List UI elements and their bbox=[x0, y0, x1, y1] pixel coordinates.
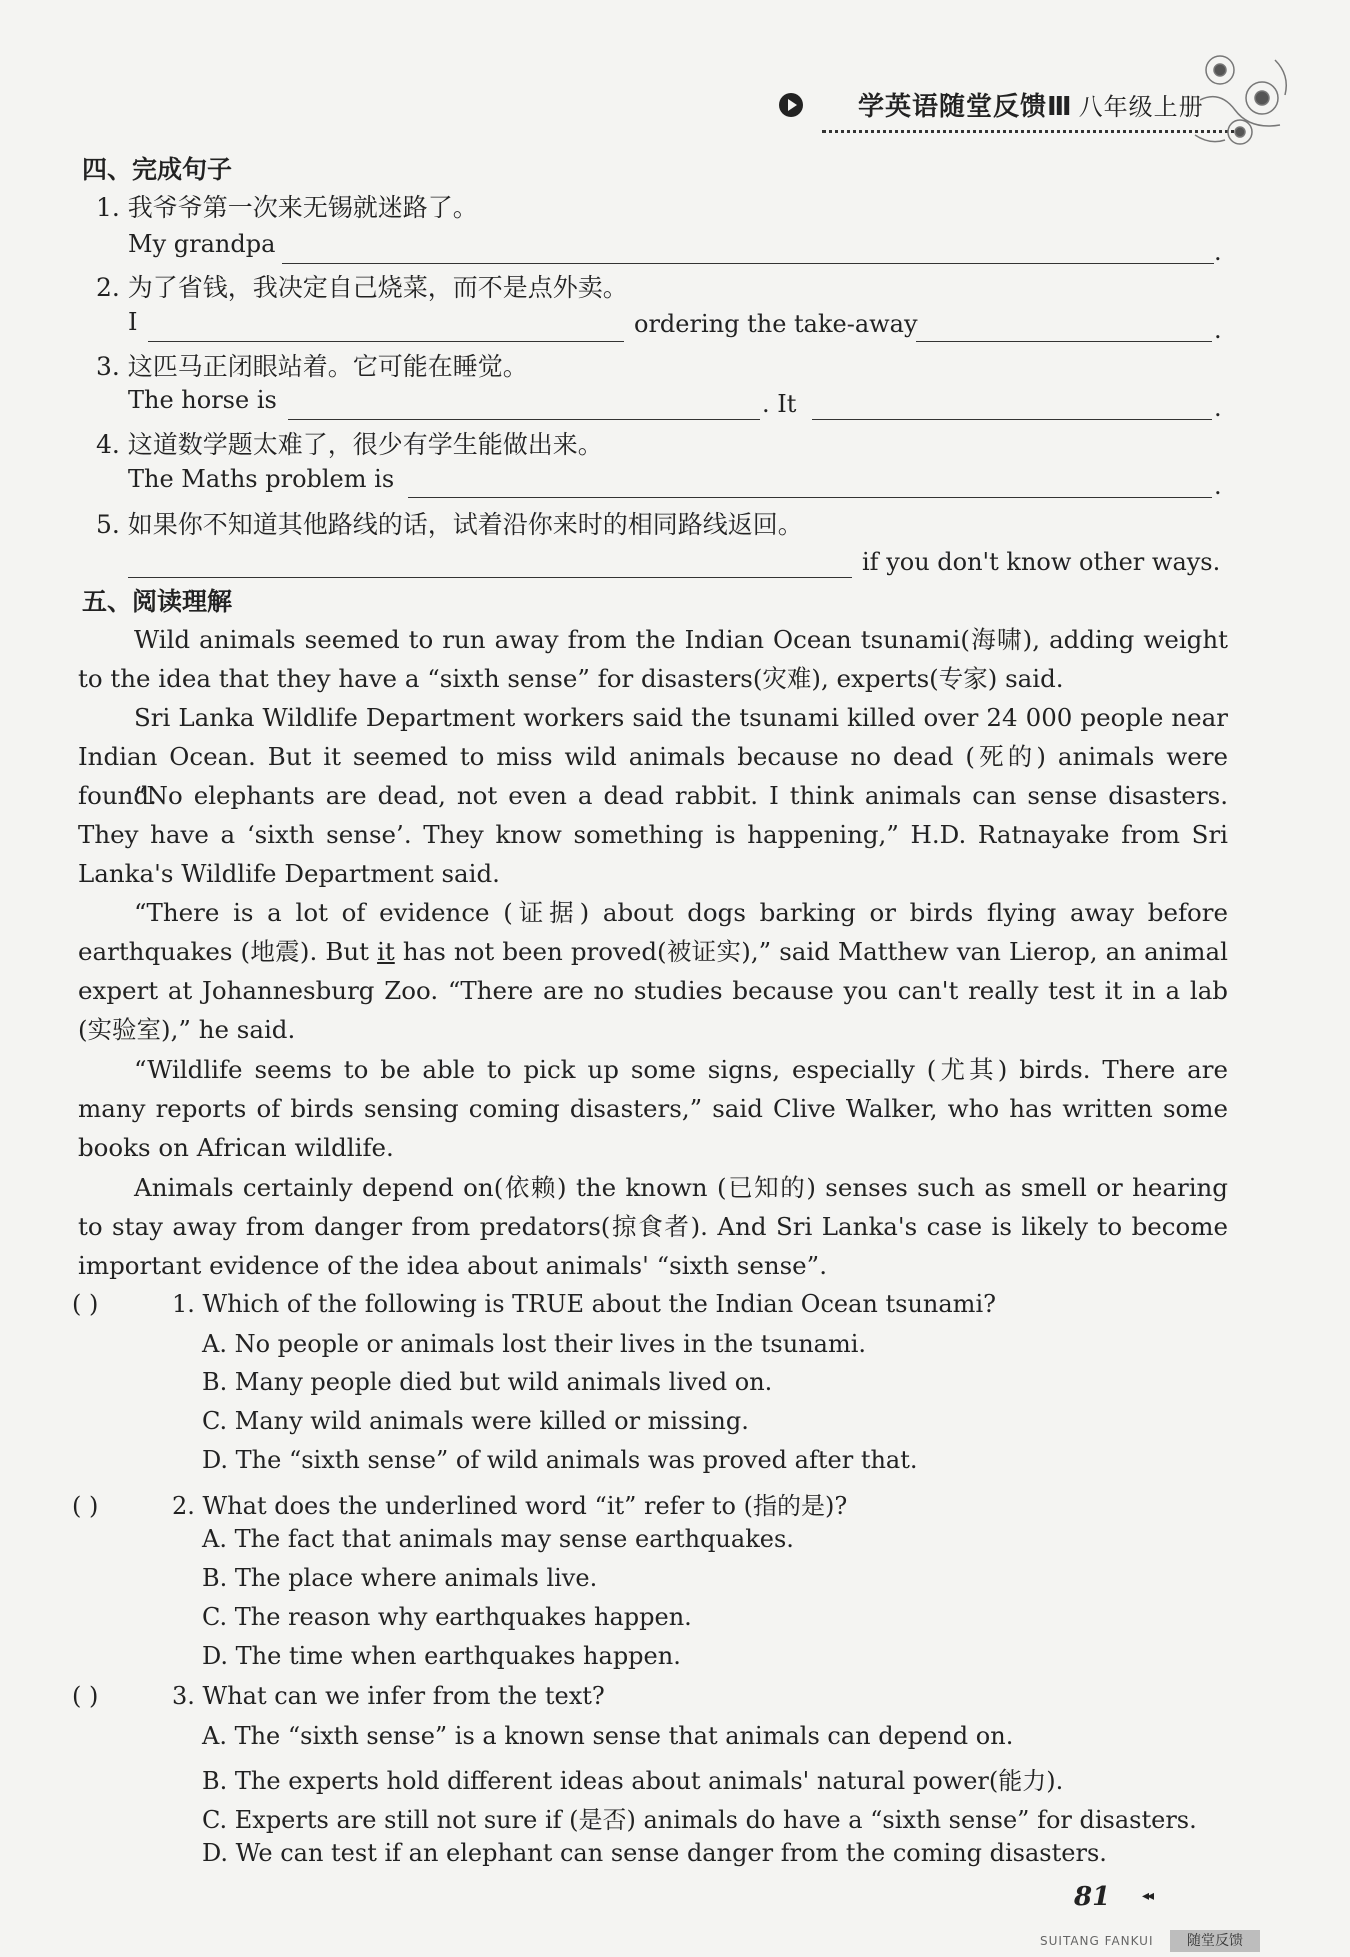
q2-option-c: C. The reason why earthquakes happen. bbox=[202, 1603, 692, 1631]
double-arrow-left-icon: ◂◂ bbox=[1142, 1888, 1153, 1904]
section-heading-reading: 五、阅读理解 bbox=[82, 587, 233, 616]
book-title: 学英语随堂反馈Ⅲ 八年级上册 bbox=[858, 92, 1204, 122]
sentence-2-chinese: 2. 为了省钱，我决定自己烧菜，而不是点外卖。 bbox=[96, 273, 628, 302]
sentence-2-start: I bbox=[128, 308, 138, 336]
q1-option-b: B. Many people died but wild animals lived on. bbox=[202, 1368, 773, 1396]
answer-paren-2[interactable]: ( ) bbox=[72, 1492, 99, 1520]
footer-brand-label: 随堂反馈 bbox=[1170, 1930, 1260, 1952]
answer-blank-3b[interactable] bbox=[812, 418, 1212, 420]
passage-paragraph-2: Sri Lanka Wildlife Department workers said the tsunami killed over 24 000 people near Indian Ocean. But it seemed to miss wild animals because no dead (死的) animals were found. bbox=[78, 703, 1228, 810]
sentence-3-period: . bbox=[1214, 394, 1222, 422]
page-number: 81 bbox=[1074, 1882, 1111, 1912]
book-grade: 八年级上册 bbox=[1078, 93, 1204, 121]
sentence-1-chinese: 1. 我爷爷第一次来无锡就迷路了。 bbox=[96, 193, 478, 222]
q1-option-a: A. No people or animals lost their lives in the tsunami. bbox=[202, 1330, 867, 1358]
footer-brand-pinyin: SUITANG FANKUI bbox=[1040, 1934, 1154, 1948]
sentence-1-period: . bbox=[1214, 238, 1222, 266]
flower-decoration-icon bbox=[1180, 40, 1310, 160]
sentence-5-end: if you don't know other ways. bbox=[862, 548, 1221, 576]
question-2: ( ) 2. What does the underlined word “it” refer to (指的是)? bbox=[72, 1492, 848, 1520]
answer-blank-2b[interactable] bbox=[916, 340, 1212, 342]
footer-brand bbox=[1040, 1930, 1260, 1952]
answer-blank-5[interactable] bbox=[128, 576, 852, 578]
q3-option-d: D. We can test if an elephant can sense danger from the coming disasters. bbox=[202, 1839, 1107, 1867]
q1-option-d: D. The “sixth sense” of wild animals was proved after that. bbox=[202, 1446, 918, 1474]
answer-blank-1[interactable] bbox=[282, 262, 1214, 264]
q3-option-a: A. The “sixth sense” is a known sense that animals can depend on. bbox=[202, 1722, 1014, 1750]
q3-option-b: B. The experts hold different ideas about animals' natural power(能力). bbox=[202, 1767, 1064, 1795]
passage-paragraph-6: Animals certainly depend on(依赖) the known (已知的) senses such as smell or hearing to stay away from danger from predators(掠食者). And Sri Lanka's case is likely to become important evidence of the idea about animals' “sixth sense”. bbox=[78, 1173, 1228, 1280]
answer-paren-3[interactable]: ( ) bbox=[72, 1682, 99, 1710]
play-icon bbox=[778, 92, 804, 118]
q3-option-c: C. Experts are still not sure if (是否) animals do have a “sixth sense” for disasters. bbox=[202, 1806, 1197, 1834]
answer-blank-2a[interactable] bbox=[148, 340, 624, 342]
section-heading-complete-sentences: 四、完成句子 bbox=[82, 155, 233, 184]
sentence-2-period: . bbox=[1214, 316, 1222, 344]
sentence-5-chinese: 5. 如果你不知道其他路线的话，试着沿你来时的相同路线返回。 bbox=[96, 510, 803, 539]
question-1: ( ) 1. Which of the following is TRUE about the Indian Ocean tsunami? bbox=[72, 1290, 996, 1318]
sentence-4-period: . bbox=[1214, 472, 1222, 500]
passage-paragraph-3: “No elephants are dead, not even a dead rabbit. I think animals can sense disasters. They have a ‘sixth sense’. They know something is happening,” H.D. Ratnayake from Sri Lanka's Wildlife Department said. bbox=[78, 781, 1228, 888]
q2-option-b: B. The place where animals live. bbox=[202, 1564, 598, 1592]
passage-paragraph-4: “There is a lot of evidence (证据) about dogs barking or birds flying away before earthquakes (地震). But it has not been proved(被证实),” said Matthew van Lierop, an animal expert at Johannesburg Zoo. “There are no studies because you can't really test it in a lab (实验室),” he said. bbox=[78, 898, 1228, 1044]
passage-paragraph-1: Wild animals seemed to run away from the Indian Ocean tsunami(海啸), adding weight to the idea that they have a “sixth sense” for disasters(灾难), experts(专家) said. bbox=[78, 625, 1228, 693]
sentence-3-chinese: 3. 这匹马正闭眼站着。它可能在睡觉。 bbox=[96, 352, 528, 381]
sentence-1-start: My grandpa bbox=[128, 230, 276, 258]
q1-option-c: C. Many wild animals were killed or missing. bbox=[202, 1407, 749, 1435]
answer-blank-3a[interactable] bbox=[288, 418, 760, 420]
sentence-4-chinese: 4. 这道数学题太难了，很少有学生能做出来。 bbox=[96, 430, 603, 459]
answer-blank-4[interactable] bbox=[408, 496, 1212, 498]
q2-option-a: A. The fact that animals may sense earthquakes. bbox=[202, 1525, 794, 1553]
sentence-3-middle: . It bbox=[762, 390, 797, 418]
underlined-word-it: it bbox=[377, 937, 395, 966]
q2-option-d: D. The time when earthquakes happen. bbox=[202, 1642, 681, 1670]
sentence-3-start: The horse is bbox=[128, 386, 277, 414]
sentence-2-middle: ordering the take-away bbox=[634, 310, 918, 338]
header-divider bbox=[822, 130, 1242, 133]
question-3: ( ) 3. What can we infer from the text? bbox=[72, 1682, 605, 1710]
passage-paragraph-5: “Wildlife seems to be able to pick up some signs, especially (尤其) birds. There are many reports of birds sensing coming disasters,” said Clive Walker, who has written some books on African wildlife. bbox=[78, 1055, 1228, 1162]
sentence-4-start: The Maths problem is bbox=[128, 465, 395, 493]
answer-paren-1[interactable]: ( ) bbox=[72, 1290, 99, 1318]
